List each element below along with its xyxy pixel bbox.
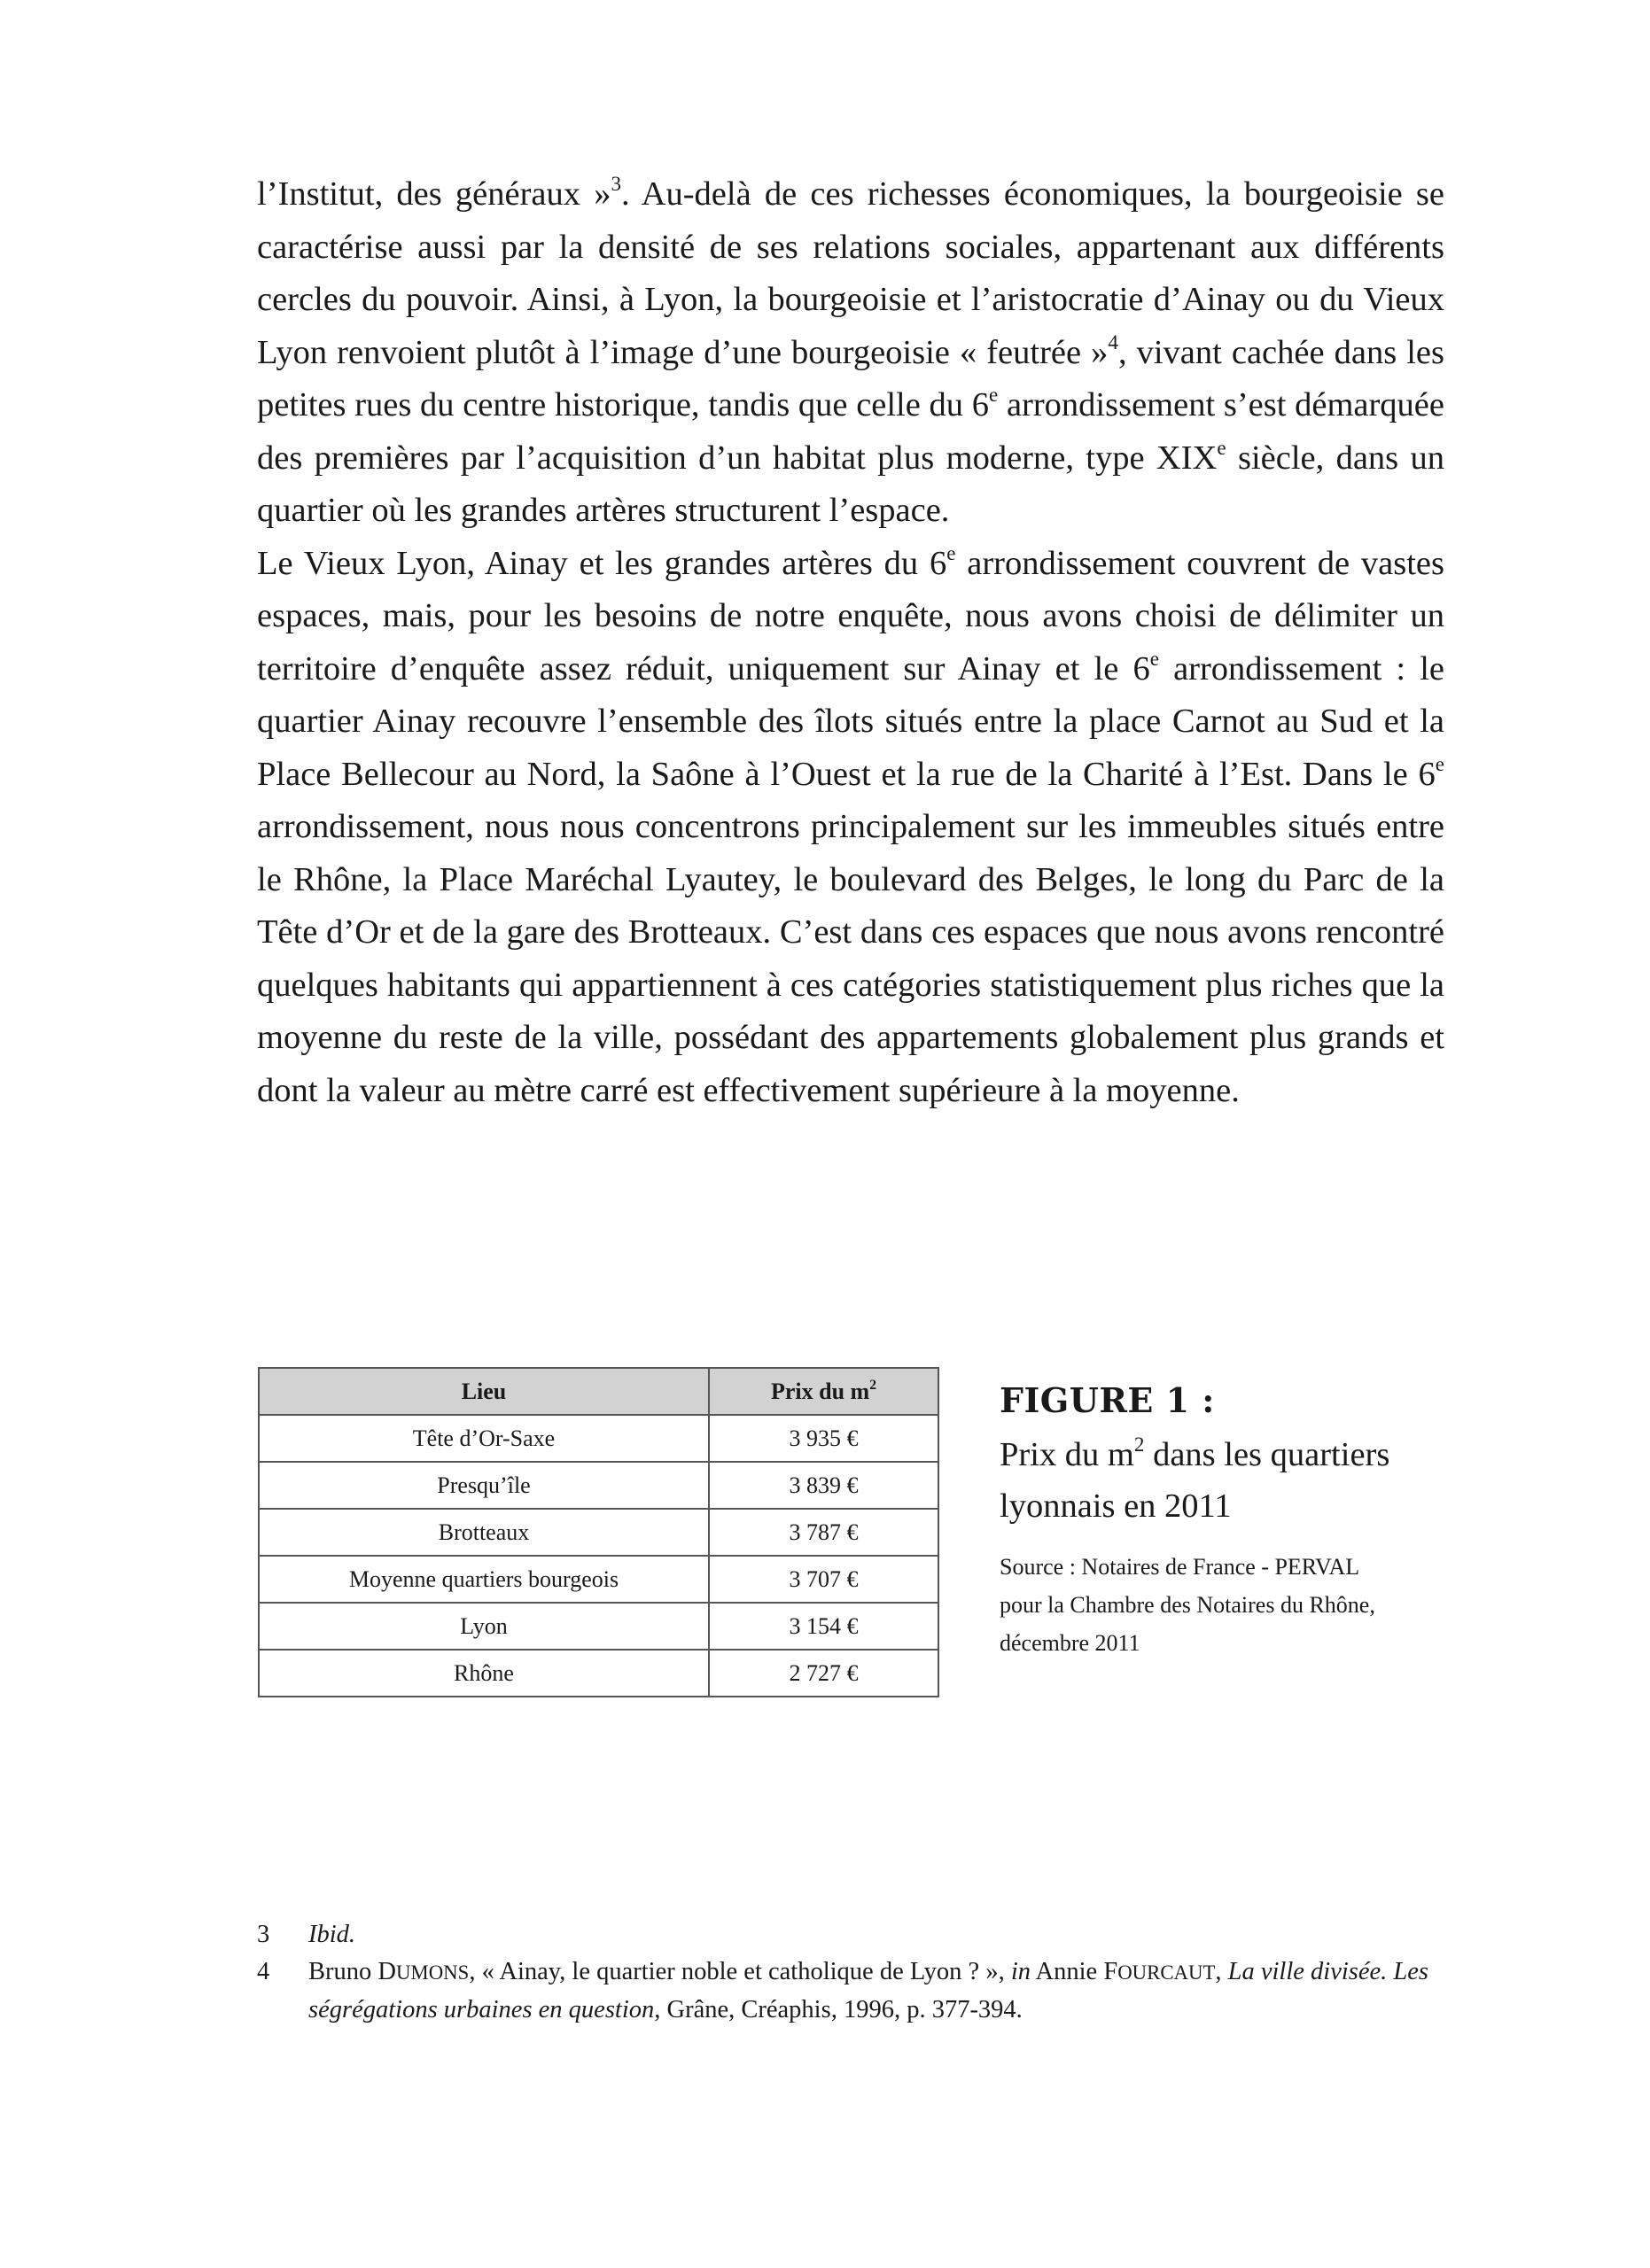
footnote-ref-4[interactable]: 4	[1108, 330, 1118, 353]
source-line: Source : Notaires de France - PERVAL	[1000, 1554, 1360, 1580]
footnote-ref-3[interactable]: 3	[611, 171, 621, 195]
ordinal-suffix: e	[946, 540, 956, 564]
figure-label: FIGURE 1 :	[1000, 1380, 1215, 1420]
editor-first-name: Annie	[1031, 1958, 1104, 1985]
footnote-ibid: Ibid.	[308, 1921, 356, 1948]
cell-prix: 3 839 €	[709, 1462, 938, 1509]
text-run: l’Institut, des généraux »	[257, 175, 611, 213]
author-last-name-rest: UMONS	[395, 1961, 470, 1984]
text-run: arrondissement, nous nous concentrons principalement sur les immeubles situés entre le Rhône, la Place Maréchal Lyautey, le boulevard des Belges, le long du Parc de la Tête d’Or et de la gare des Brotteaux. C’est dans ces espaces que nous avons rencontré quelques habitants qui appartiennent à ces catégories statistiquement plus riches que la moyenne du reste de la ville, possédant des appartements globalement plus grands et dont la valeur au mètre carré est effectivement supérieure à la moyenne.	[257, 808, 1444, 1109]
table-row	[259, 1650, 938, 1697]
column-header-prix	[709, 1368, 938, 1415]
text-run: . Au-delà de ces richesses économiques, la bourgeoisie se caractérise aussi par la densité de ses relations sociales, appartenant aux différents cercles du pouvoir. Ainsi, à Lyon, la bourgeoisie et l’aristocratie d’Ainay ou du Vieux Lyon renvoient plutôt à l’image d’une bourgeoisie « feutrée »	[257, 175, 1444, 371]
cell-lieu: Brotteaux	[259, 1509, 709, 1556]
author-first-name: Bruno	[308, 1958, 378, 1985]
publication-details: , Grâne, Créaphis, 1996, p. 377-394.	[654, 1996, 1023, 2023]
table-row	[259, 1509, 938, 1556]
cell-prix: 3 707 €	[709, 1556, 938, 1603]
figure-source	[1000, 1548, 1460, 1662]
editor-last-name-initial: F	[1103, 1958, 1118, 1985]
text-run: siècle, dans un quartier où les grandes artères structurent l’espace.	[257, 439, 1444, 529]
ordinal-suffix: e	[1217, 435, 1226, 459]
table-row	[259, 1603, 938, 1650]
footnote-4	[257, 1953, 1449, 2029]
cell-lieu: Lyon	[259, 1603, 709, 1650]
figure-caption	[1000, 1380, 1460, 1662]
column-header-lieu: Lieu	[259, 1368, 709, 1415]
squared-suffix: 2	[1133, 1432, 1145, 1456]
price-table	[258, 1367, 939, 1697]
source-line: pour la Chambre des Notaires du Rhône,	[1000, 1592, 1375, 1618]
cell-lieu: Moyenne quartiers bourgeois	[259, 1556, 709, 1603]
footnote-number: 4	[257, 1958, 270, 1985]
table-row	[259, 1415, 938, 1462]
ordinal-suffix: e	[1435, 751, 1444, 775]
cell-prix: 3 787 €	[709, 1509, 938, 1556]
text-run: , vivant cachée dans les petites rues du centre historique, tandis que celle du 6	[257, 333, 1444, 423]
text-run: arrondissement couvrent de vastes espaces, mais, pour les besoins de notre enquête, nous avons choisi de délimiter un territoire d’enquête assez réduit, uniquement sur Ainay et le 6	[257, 544, 1444, 687]
table-header-row	[259, 1368, 938, 1415]
book-title: La ville divisée. Les ségrégations urbaines en question	[308, 1958, 1429, 2023]
footnote-text	[308, 1953, 1449, 2029]
paragraph-1	[257, 168, 1444, 538]
cell-lieu: Tête d’Or-Saxe	[259, 1415, 709, 1462]
separator: ,	[1215, 1958, 1228, 1985]
cell-lieu: Presqu’île	[259, 1462, 709, 1509]
article-title: , « Ainay, le quartier noble et catholique de Lyon ? »,	[469, 1958, 1011, 1985]
table-row	[259, 1556, 938, 1603]
ordinal-suffix: e	[1149, 646, 1159, 670]
text-run: Le Vieux Lyon, Ainay et les grandes artères du 6	[257, 544, 947, 582]
text-run: arrondissement : le quartier Ainay recouvre l’ensemble des îlots situés entre la place Carnot au Sud et la Place Bellecour au Nord, la Saône à l’Ouest et la rue de la Charité à l’Est. Dans le 6	[257, 649, 1444, 793]
cell-prix: 2 727 €	[709, 1650, 938, 1697]
column-header-prix-text: Prix du m	[770, 1378, 870, 1404]
cell-prix: 3 935 €	[709, 1415, 938, 1462]
figure-title-text: dans les quartiers lyonnais en 2011	[1000, 1436, 1390, 1525]
squared-suffix: 2	[869, 1377, 877, 1393]
in-marker: in	[1010, 1958, 1031, 1985]
cell-prix: 3 154 €	[709, 1603, 938, 1650]
footnotes	[257, 1916, 1449, 2029]
paragraph-2	[257, 538, 1444, 1118]
editor-last-name-rest: OURCAUT	[1117, 1961, 1216, 1984]
cell-lieu: Rhône	[259, 1650, 709, 1697]
footnote-text	[308, 1916, 1449, 1953]
author-last-name-initial: D	[377, 1958, 396, 1985]
footnote-number: 3	[257, 1921, 270, 1948]
ordinal-suffix: e	[988, 382, 999, 406]
body-text	[257, 168, 1444, 1117]
figure-title-text: Prix du m	[1000, 1436, 1134, 1473]
footnote-3	[257, 1916, 1449, 1953]
table-row	[259, 1462, 938, 1509]
source-line: décembre 2011	[1000, 1630, 1140, 1656]
figure-title	[1000, 1429, 1460, 1532]
text-run: arrondissement s’est démarquée des premières par l’acquisition d’un habitat plus moderne, type XIX	[257, 386, 1444, 477]
